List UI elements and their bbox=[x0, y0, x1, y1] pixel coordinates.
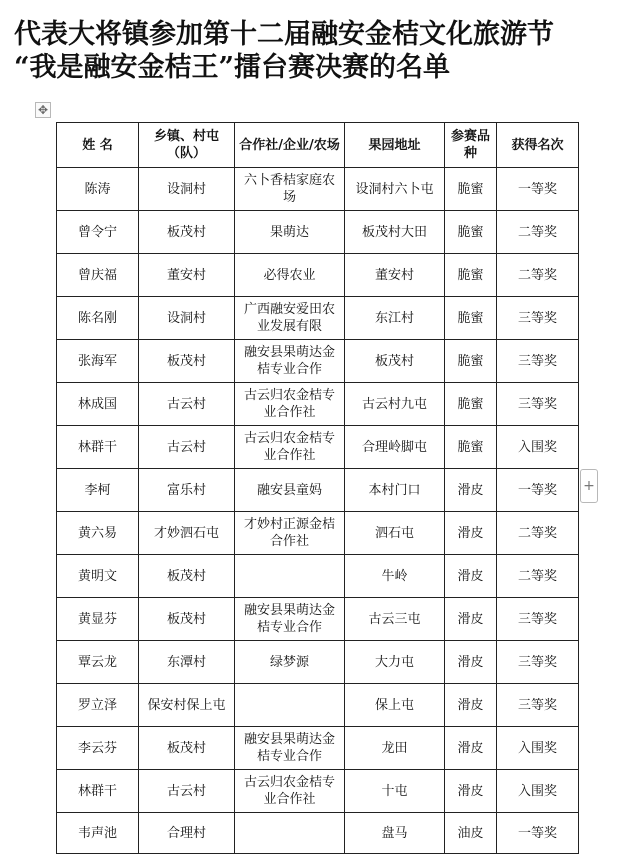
cell-variety: 脆蜜 bbox=[445, 168, 497, 211]
cell-name: 韦声池 bbox=[57, 813, 139, 854]
cell-orchard-address: 董安村 bbox=[345, 254, 445, 297]
cell-name: 黄显芬 bbox=[57, 598, 139, 641]
title-line-2: “我是融安金桔王”擂台赛决赛的名单 bbox=[14, 52, 451, 83]
cell-rank: 二等奖 bbox=[497, 512, 579, 555]
table-row bbox=[57, 641, 579, 684]
header-name: 姓 名 bbox=[57, 123, 139, 168]
table-row bbox=[57, 426, 579, 469]
cell-orchard-address: 设洞村六卜屯 bbox=[345, 168, 445, 211]
cell-variety: 滑皮 bbox=[445, 727, 497, 770]
table-row bbox=[57, 727, 579, 770]
cell-variety: 油皮 bbox=[445, 813, 497, 854]
cell-name: 陈涛 bbox=[57, 168, 139, 211]
title-line-1: 代表大将镇参加第十二届融安金桔文化旅游节 bbox=[14, 19, 554, 50]
cell-cooperative: 果萌达 bbox=[235, 211, 345, 254]
cell-cooperative: 古云归农金桔专业合作社 bbox=[235, 383, 345, 426]
cell-orchard-address: 板茂村大田 bbox=[345, 211, 445, 254]
cell-name: 林群干 bbox=[57, 770, 139, 813]
cell-village: 才妙泗石屯 bbox=[139, 512, 235, 555]
header-village: 乡镇、村屯（队） bbox=[139, 123, 235, 168]
cell-name: 李柯 bbox=[57, 469, 139, 512]
cell-rank: 一等奖 bbox=[497, 168, 579, 211]
cell-cooperative: 绿梦源 bbox=[235, 641, 345, 684]
cell-cooperative: 融安县果萌达金桔专业合作 bbox=[235, 727, 345, 770]
cell-village: 东潭村 bbox=[139, 641, 235, 684]
cell-variety: 滑皮 bbox=[445, 770, 497, 813]
cell-rank: 二等奖 bbox=[497, 555, 579, 598]
finalist-table bbox=[56, 122, 579, 854]
cell-village: 设洞村 bbox=[139, 297, 235, 340]
cell-name: 曾庆福 bbox=[57, 254, 139, 297]
cell-village: 设洞村 bbox=[139, 168, 235, 211]
cell-variety: 滑皮 bbox=[445, 469, 497, 512]
table-row bbox=[57, 469, 579, 512]
table-row bbox=[57, 340, 579, 383]
cell-rank: 三等奖 bbox=[497, 684, 579, 727]
cell-rank: 一等奖 bbox=[497, 813, 579, 854]
cell-cooperative bbox=[235, 555, 345, 598]
cell-variety: 滑皮 bbox=[445, 512, 497, 555]
cell-village: 古云村 bbox=[139, 426, 235, 469]
cell-cooperative bbox=[235, 684, 345, 727]
cell-variety: 脆蜜 bbox=[445, 297, 497, 340]
cell-rank: 入围奖 bbox=[497, 770, 579, 813]
cell-rank: 入围奖 bbox=[497, 426, 579, 469]
cell-village: 富乐村 bbox=[139, 469, 235, 512]
cell-variety: 滑皮 bbox=[445, 641, 497, 684]
cell-variety: 滑皮 bbox=[445, 555, 497, 598]
table-row bbox=[57, 684, 579, 727]
cell-name: 陈名刚 bbox=[57, 297, 139, 340]
cell-orchard-address: 泗石屯 bbox=[345, 512, 445, 555]
cell-variety: 脆蜜 bbox=[445, 383, 497, 426]
cell-orchard-address: 大力屯 bbox=[345, 641, 445, 684]
cell-orchard-address: 盘马 bbox=[345, 813, 445, 854]
cell-variety: 滑皮 bbox=[445, 684, 497, 727]
cell-cooperative: 六卜香桔家庭农场 bbox=[235, 168, 345, 211]
cell-variety: 脆蜜 bbox=[445, 254, 497, 297]
cell-rank: 三等奖 bbox=[497, 297, 579, 340]
cell-orchard-address: 东江村 bbox=[345, 297, 445, 340]
cell-cooperative: 融安县果萌达金桔专业合作 bbox=[235, 340, 345, 383]
header-orchard-address: 果园地址 bbox=[345, 123, 445, 168]
cell-name: 曾令宁 bbox=[57, 211, 139, 254]
table-row bbox=[57, 813, 579, 854]
cell-rank: 三等奖 bbox=[497, 641, 579, 684]
cell-orchard-address: 板茂村 bbox=[345, 340, 445, 383]
table-row bbox=[57, 555, 579, 598]
cell-variety: 滑皮 bbox=[445, 598, 497, 641]
cell-orchard-address: 保上屯 bbox=[345, 684, 445, 727]
cell-orchard-address: 古云三屯 bbox=[345, 598, 445, 641]
cell-rank: 二等奖 bbox=[497, 254, 579, 297]
plus-icon[interactable]: + bbox=[580, 469, 598, 503]
cell-rank: 三等奖 bbox=[497, 340, 579, 383]
cell-village: 板茂村 bbox=[139, 340, 235, 383]
cell-cooperative: 古云归农金桔专业合作社 bbox=[235, 426, 345, 469]
cell-rank: 入围奖 bbox=[497, 727, 579, 770]
cell-orchard-address: 古云村九屯 bbox=[345, 383, 445, 426]
cell-village: 古云村 bbox=[139, 383, 235, 426]
cell-name: 李云芬 bbox=[57, 727, 139, 770]
cell-name: 黄六易 bbox=[57, 512, 139, 555]
cell-name: 罗立泽 bbox=[57, 684, 139, 727]
cell-village: 合理村 bbox=[139, 813, 235, 854]
cell-variety: 脆蜜 bbox=[445, 211, 497, 254]
cell-variety: 脆蜜 bbox=[445, 426, 497, 469]
cell-orchard-address: 本村门口 bbox=[345, 469, 445, 512]
cell-rank: 三等奖 bbox=[497, 383, 579, 426]
cell-cooperative: 必得农业 bbox=[235, 254, 345, 297]
cell-rank: 三等奖 bbox=[497, 598, 579, 641]
table-row bbox=[57, 598, 579, 641]
cell-orchard-address: 龙田 bbox=[345, 727, 445, 770]
cell-village: 板茂村 bbox=[139, 598, 235, 641]
cell-village: 古云村 bbox=[139, 770, 235, 813]
cell-village: 董安村 bbox=[139, 254, 235, 297]
table-row bbox=[57, 211, 579, 254]
cell-cooperative bbox=[235, 813, 345, 854]
cell-village: 保安村保上屯 bbox=[139, 684, 235, 727]
cell-cooperative: 融安县果萌达金桔专业合作 bbox=[235, 598, 345, 641]
cell-cooperative: 融安县童妈 bbox=[235, 469, 345, 512]
table-row bbox=[57, 512, 579, 555]
cell-name: 林成国 bbox=[57, 383, 139, 426]
header-variety: 参赛品种 bbox=[445, 123, 497, 168]
cell-village: 板茂村 bbox=[139, 211, 235, 254]
header-rank: 获得名次 bbox=[497, 123, 579, 168]
cell-village: 板茂村 bbox=[139, 727, 235, 770]
table-row bbox=[57, 297, 579, 340]
table-header-row bbox=[57, 123, 579, 168]
cell-variety: 脆蜜 bbox=[445, 340, 497, 383]
cell-rank: 一等奖 bbox=[497, 469, 579, 512]
cell-name: 黄明文 bbox=[57, 555, 139, 598]
cell-name: 林群干 bbox=[57, 426, 139, 469]
cell-name: 张海军 bbox=[57, 340, 139, 383]
cell-village: 板茂村 bbox=[139, 555, 235, 598]
cell-orchard-address: 十屯 bbox=[345, 770, 445, 813]
cell-cooperative: 才妙村正源金桔合作社 bbox=[235, 512, 345, 555]
cell-orchard-address: 牛岭 bbox=[345, 555, 445, 598]
table-row bbox=[57, 168, 579, 211]
cell-orchard-address: 合理岭脚屯 bbox=[345, 426, 445, 469]
table-row bbox=[57, 770, 579, 813]
cell-name: 覃云龙 bbox=[57, 641, 139, 684]
document-title bbox=[14, 18, 614, 84]
table-row bbox=[57, 383, 579, 426]
move-cross-icon[interactable]: ✥ bbox=[35, 102, 51, 118]
cell-cooperative: 古云归农金桔专业合作社 bbox=[235, 770, 345, 813]
cell-rank: 二等奖 bbox=[497, 211, 579, 254]
cell-cooperative: 广西融安爱田农业发展有限 bbox=[235, 297, 345, 340]
table-row bbox=[57, 254, 579, 297]
header-cooperative: 合作社/企业/农场 bbox=[235, 123, 345, 168]
